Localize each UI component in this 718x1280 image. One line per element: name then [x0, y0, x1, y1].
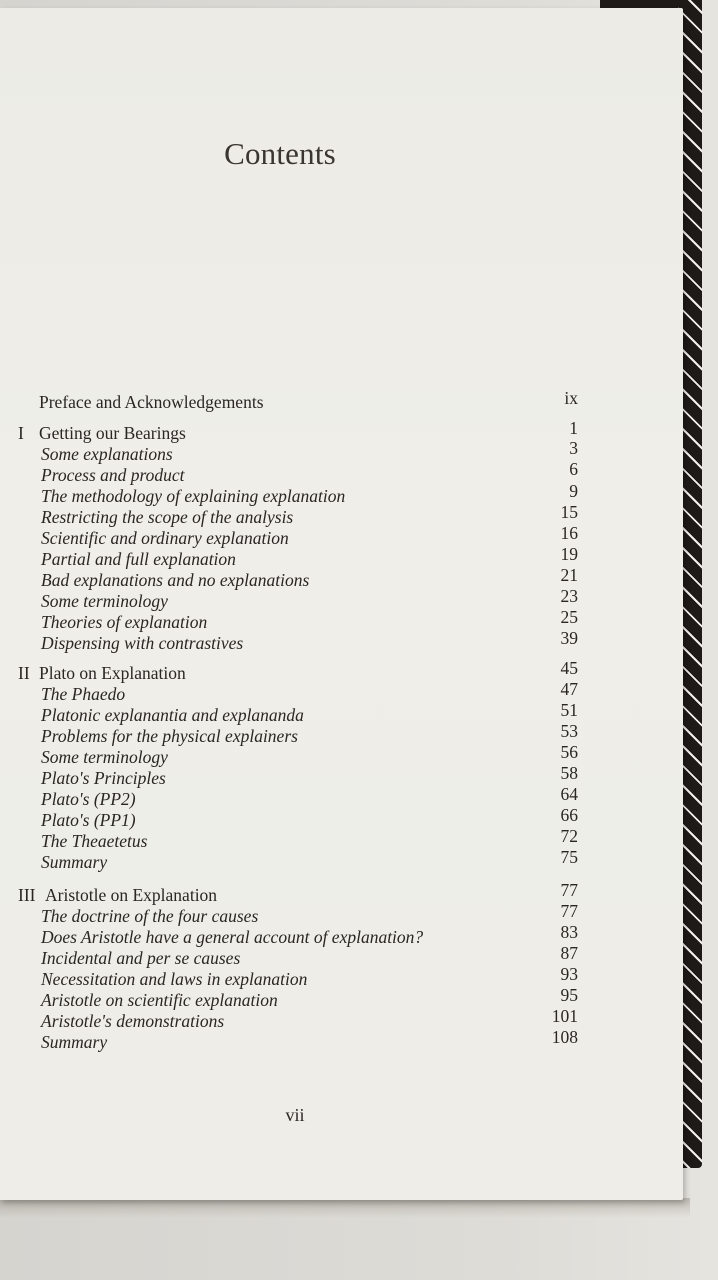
section-title: Incidental and per se causes [41, 948, 241, 968]
section-title: Problems for the physical explainers [41, 726, 298, 746]
book-page [0, 8, 683, 1200]
toc-page-number: 9 [569, 481, 578, 501]
toc-page-number: 75 [560, 847, 578, 867]
section-title: The Theaetetus [41, 831, 148, 851]
toc-page-number: 25 [560, 607, 578, 627]
section-title: Necessitation and laws in explanation [41, 969, 308, 989]
toc-page-number: 39 [560, 628, 578, 648]
toc-page-number: 16 [560, 523, 578, 543]
toc-page-number: 53 [560, 721, 578, 741]
toc-page-number: 51 [560, 700, 578, 720]
toc-page-number: 6 [569, 459, 578, 479]
section-title: Restricting the scope of the analysis [41, 507, 294, 527]
section-title: Some terminology [41, 591, 168, 611]
section-title: Dispensing with contrastives [41, 633, 244, 653]
section-title: Platonic explanantia and explananda [41, 705, 304, 725]
toc-page-number: 108 [551, 1027, 578, 1047]
toc-page-number: 47 [560, 679, 578, 699]
section-title: Process and product [41, 465, 185, 485]
section-title: Plato's (PP2) [41, 789, 136, 809]
section-title: Does Aristotle have a general account of explanation? [41, 927, 424, 947]
page-title: Contents [224, 136, 336, 171]
chapter-title: Preface and Acknowledgements [39, 392, 264, 412]
toc-page-number: 21 [560, 565, 578, 585]
toc-page-number: 19 [560, 544, 578, 564]
toc-page-number: 101 [551, 1006, 578, 1026]
toc-page-number: 93 [560, 964, 578, 984]
section-title: Aristotle on scientific explanation [41, 990, 278, 1010]
chapter-numeral: II [18, 663, 30, 683]
toc-page-number: 58 [560, 763, 578, 783]
toc-page-number: 95 [560, 985, 578, 1005]
toc-page-number: 77 [560, 901, 578, 921]
toc-page-number: 15 [560, 502, 578, 522]
page-shadow [0, 1198, 690, 1218]
toc-page-number: 56 [560, 742, 578, 762]
section-title: Theories of explanation [41, 612, 208, 632]
section-title: The doctrine of the four causes [41, 906, 259, 926]
toc-page-number: 3 [569, 438, 578, 458]
chapter-numeral: III [18, 885, 36, 905]
toc-page-number: 1 [569, 418, 578, 438]
section-title: Plato's (PP1) [41, 810, 136, 830]
section-title: Bad explanations and no explanations [41, 570, 310, 590]
toc-page-number: 23 [560, 586, 578, 606]
toc-page-number: 83 [560, 922, 578, 942]
toc-page-number: 72 [560, 826, 578, 846]
toc-page-number: ix [564, 388, 578, 408]
toc-page-number: 77 [560, 880, 578, 900]
toc-page-number: 45 [560, 658, 578, 678]
section-title: Summary [41, 1032, 108, 1052]
chapter-title: Aristotle on Explanation [45, 885, 218, 905]
section-title: Some explanations [41, 444, 173, 464]
section-title: The Phaedo [41, 684, 126, 704]
chapter-title: Plato on Explanation [39, 663, 186, 683]
table-of-contents [0, 8, 683, 1200]
section-title: Plato's Principles [41, 768, 166, 788]
section-title: Scientific and ordinary explanation [41, 528, 289, 548]
toc-page-number: 64 [560, 784, 578, 804]
section-title: Aristotle's demonstrations [41, 1011, 225, 1031]
section-title: The methodology of explaining explanation [41, 486, 346, 506]
toc-page-number: 66 [560, 805, 578, 825]
chapter-numeral: I [18, 423, 24, 443]
section-title: Summary [41, 852, 108, 872]
section-title: Some terminology [41, 747, 168, 767]
chapter-title: Getting our Bearings [39, 423, 186, 443]
section-title: Partial and full explanation [41, 549, 236, 569]
page-folio: vii [285, 1105, 305, 1125]
toc-page-number: 87 [560, 943, 578, 963]
